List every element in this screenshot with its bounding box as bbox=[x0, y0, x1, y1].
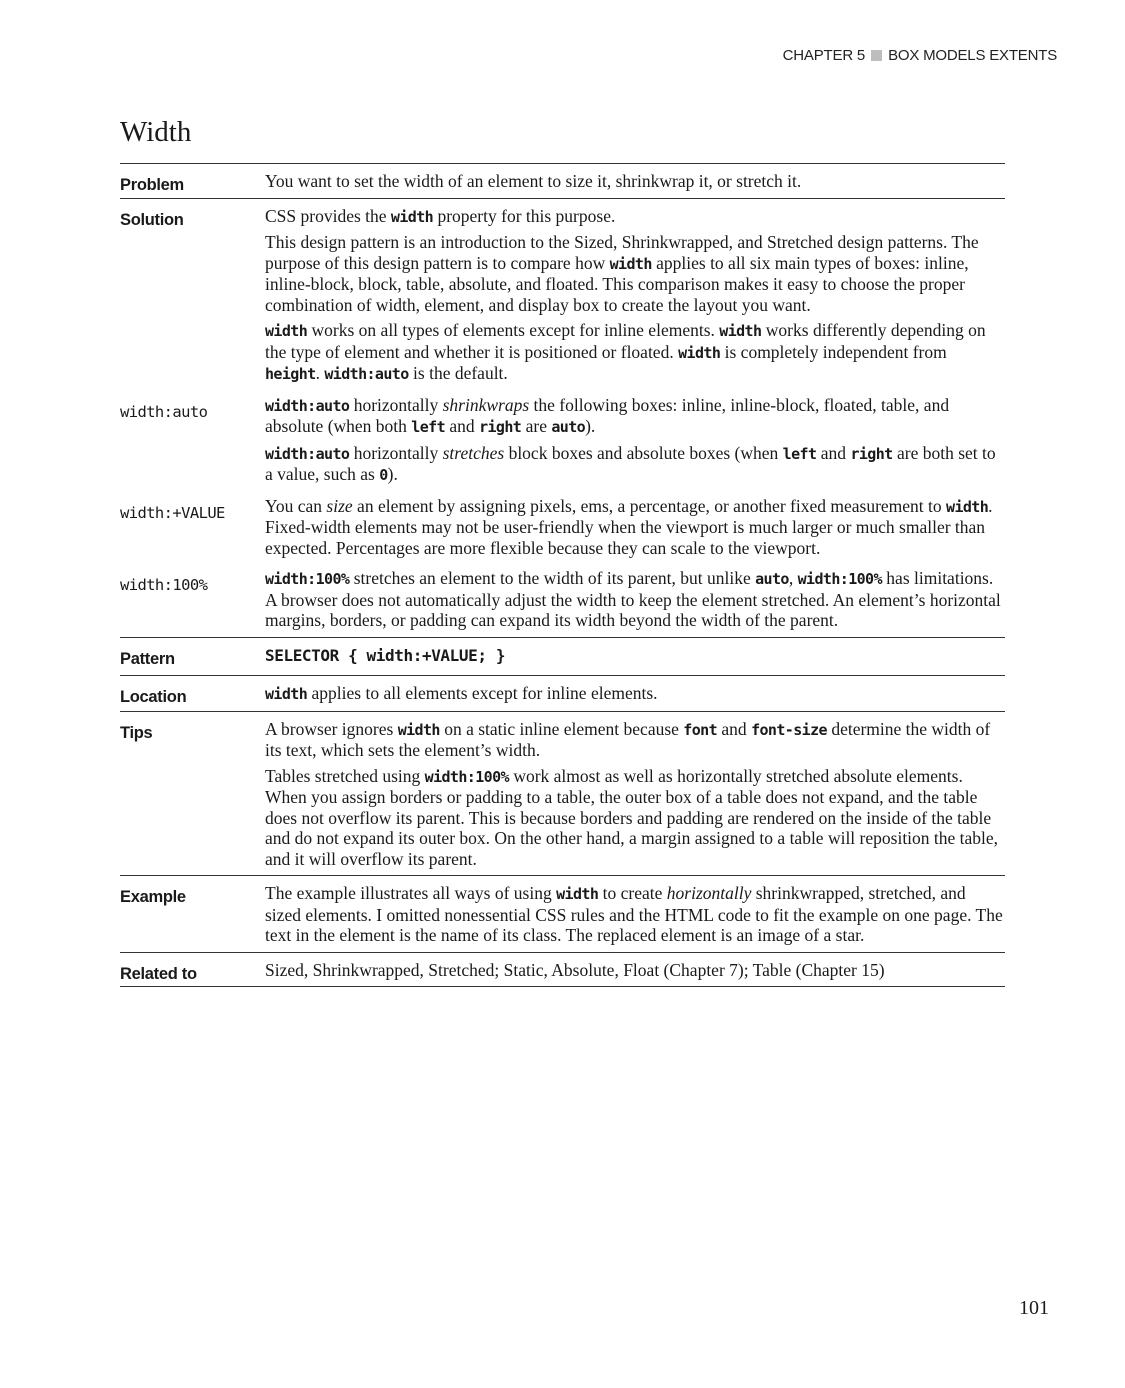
label-tips: Tips bbox=[120, 711, 265, 876]
design-pattern-table bbox=[120, 163, 1005, 987]
solution-text bbox=[265, 198, 1005, 391]
running-head bbox=[783, 47, 1057, 64]
label-width-value: width:+VALUE bbox=[120, 503, 225, 522]
row-width-auto bbox=[120, 391, 1005, 492]
tips-paragraph-2: Tables stretched using width:100% work almost as well as horizontally stretched absolute elements. When you assign borders or padding to a table, the outer box of a table does not expand, and the table does not overflow its parent. This is because borders and padding are rendered on the inside of the table and do not expand its outer box. On the other hand, a margin assigned to a table will reposition the table, and it will overflow its parent. bbox=[265, 765, 999, 869]
row-solution bbox=[120, 198, 1005, 391]
label-width-100: width:100% bbox=[120, 576, 208, 594]
location-text bbox=[265, 676, 1005, 712]
related-text bbox=[265, 952, 1005, 987]
label-pattern: Pattern bbox=[120, 637, 265, 676]
section-label: BOX MODELS EXTENTS bbox=[888, 47, 1057, 64]
tips-text bbox=[265, 711, 1005, 876]
chapter-label: CHAPTER 5 bbox=[782, 47, 866, 64]
problem-text bbox=[265, 164, 1005, 199]
page-title: Width bbox=[120, 116, 192, 148]
row-width-value bbox=[120, 492, 1005, 565]
problem-paragraph: You want to set the width of an element to size it, shrinkwrap it, or stretch it. bbox=[265, 171, 802, 191]
row-width-100 bbox=[120, 564, 1005, 637]
page-number: 101 bbox=[1019, 1297, 1049, 1319]
width-auto-paragraph-1: width:auto horizontally shrinkwraps the following boxes: inline, inline-block, floated, table, and absolute (when both left and right are auto). bbox=[265, 394, 950, 436]
label-problem: Problem bbox=[120, 164, 265, 199]
width-value-paragraph: You can size an element by assigning pixels, ems, a percentage, or another fixed measurement to width. Fixed-width elements may not be user-friendly when the viewport is much larger or much smaller than expected. Percentages are more flexible because they can scale to the viewport. bbox=[265, 495, 993, 558]
related-paragraph: Sized, Shrinkwrapped, Stretched; Static, Absolute, Float (Chapter 7); Table (Chapter 15) bbox=[265, 959, 885, 980]
example-text bbox=[265, 876, 1005, 953]
row-pattern bbox=[120, 637, 1005, 676]
width-value-text bbox=[265, 492, 1005, 565]
row-example bbox=[120, 876, 1005, 953]
label-width-auto: width:auto bbox=[120, 402, 208, 421]
label-related: Related to bbox=[120, 952, 265, 987]
example-paragraph: The example illustrates all ways of using width to create horizontally shrinkwrapped, stretched, and sized elements. I omitted nonessential CSS rules and the HTML code to fit the example on one page. The text in the element is the name of its class. The replaced element is an image of a star. bbox=[265, 883, 1003, 945]
pattern-code: SELECTOR { width:+VALUE; } bbox=[265, 637, 1005, 676]
width-100-paragraph: width:100% stretches an element to the width of its parent, but unlike auto, width:100% has limitations. A browser does not automatically adjust the width to keep the element stretched. An element’s horizontal margins, borders, or padding can expand its width beyond the width of the parent. bbox=[265, 568, 1001, 630]
solution-paragraph-1: CSS provides the width property for this purpose. bbox=[265, 205, 616, 226]
label-solution: Solution bbox=[120, 198, 265, 391]
width-100-text bbox=[265, 564, 1005, 637]
row-related bbox=[120, 952, 1005, 987]
tips-paragraph-1: A browser ignores width on a static inline element because font and font-size determine the width of its text, which sets the element’s width. bbox=[265, 718, 991, 760]
width-auto-text bbox=[265, 391, 1005, 492]
location-paragraph: width applies to all elements except for inline elements. bbox=[265, 683, 658, 703]
solution-paragraph-2: This design pattern is an introduction to the Sized, Shrinkwrapped, and Stretched design patterns. The purpose of this design pattern is to compare how width applies to all six main types of boxes: inline, inline-block, block, table, absolute, and floated. This comparison makes it easy to choose the proper combination of width, element, and display box to create the layout you want. bbox=[265, 232, 979, 315]
row-location bbox=[120, 676, 1005, 712]
width-auto-paragraph-2: width:auto horizontally stretches block boxes and absolute boxes (when left and right are both set to a value, such as 0). bbox=[265, 442, 996, 484]
label-example: Example bbox=[120, 876, 265, 953]
row-tips bbox=[120, 711, 1005, 876]
separator-square-icon bbox=[871, 50, 882, 61]
row-problem bbox=[120, 164, 1005, 199]
solution-paragraph-3: width works on all types of elements except for inline elements. width works differently depending on the type of element and whether it is positioned or floated. width is completely independent from height. width:auto is the default. bbox=[265, 320, 986, 383]
label-location: Location bbox=[120, 676, 265, 712]
